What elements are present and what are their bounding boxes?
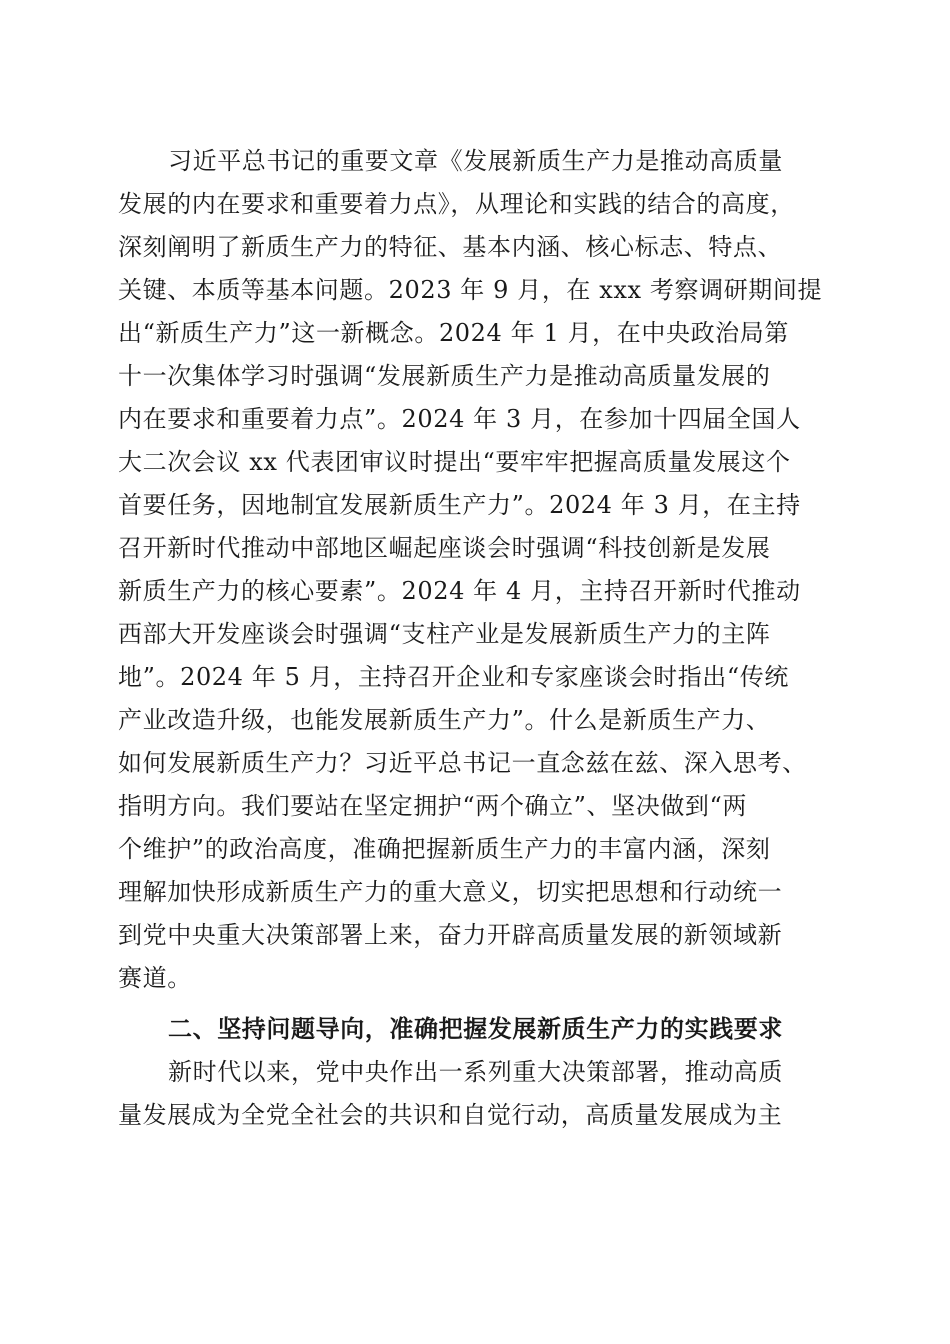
paragraph-line: 首要任务，因地制宜发展新质生产力”。2024 年 3 月，在主持 <box>118 491 801 519</box>
paragraph-line: 西部大开发座谈会时强调“支柱产业是发展新质生产力的主阵 <box>118 620 771 648</box>
document-body <box>118 140 838 1137</box>
paragraph-line: 大二次会议 xx 代表团审议时提出“要牢牢把握高质量发展这个 <box>118 448 791 476</box>
paragraph-2 <box>118 1051 838 1137</box>
paragraph-line: 理解加快形成新质生产力的重大意义，切实把思想和行动统一 <box>118 878 783 906</box>
paragraph-line: 个维护”的政治高度，准确把握新质生产力的丰富内涵，深刻 <box>118 835 771 863</box>
paragraph-line: 指明方向。我们要站在坚定拥护“两个确立”、坚决做到“两 <box>118 792 748 820</box>
paragraph-line: 新时代以来，党中央作出一系列重大决策部署，推动高质 <box>168 1058 783 1086</box>
paragraph-line: 地”。2024 年 5 月，主持召开企业和专家座谈会时指出“传统 <box>118 663 789 691</box>
paragraph-1 <box>118 140 838 1000</box>
paragraph-line: 新质生产力的核心要素”。2024 年 4 月，主持召开新时代推动 <box>118 577 801 605</box>
paragraph-line: 发展的内在要求和重要着力点》，从理论和实践的结合的高度， <box>118 190 795 218</box>
paragraph-line: 产业改造升级，也能发展新质生产力”。什么是新质生产力、 <box>118 706 771 734</box>
paragraph-line: 出“新质生产力”这一新概念。2024 年 1 月，在中央政治局第 <box>118 319 789 347</box>
paragraph-line: 内在要求和重要着力点”。2024 年 3 月，在参加十四届全国人 <box>118 405 801 433</box>
paragraph-line: 赛道。 <box>118 964 192 992</box>
paragraph-line: 如何发展新质生产力？习近平总书记一直念兹在兹、深入思考、 <box>118 749 807 777</box>
section-heading: 二、坚持问题导向，准确把握发展新质生产力的实践要求 <box>168 1015 783 1043</box>
paragraph-line: 深刻阐明了新质生产力的特征、基本内涵、核心标志、特点、 <box>118 233 783 261</box>
paragraph-line: 十一次集体学习时强调“发展新质生产力是推动高质量发展的 <box>118 362 771 390</box>
paragraph-line: 习近平总书记的重要文章《发展新质生产力是推动高质量 <box>168 147 783 175</box>
paragraph-line: 量发展成为全党全社会的共识和自觉行动，高质量发展成为主 <box>118 1101 783 1129</box>
paragraph-line: 关键、本质等基本问题。2023 年 9 月，在 xxx 考察调研期间提 <box>118 276 823 304</box>
paragraph-line: 召开新时代推动中部地区崛起座谈会时强调“科技创新是发展 <box>118 534 771 562</box>
paragraph-line: 到党中央重大决策部署上来，奋力开辟高质量发展的新领域新 <box>118 921 783 949</box>
